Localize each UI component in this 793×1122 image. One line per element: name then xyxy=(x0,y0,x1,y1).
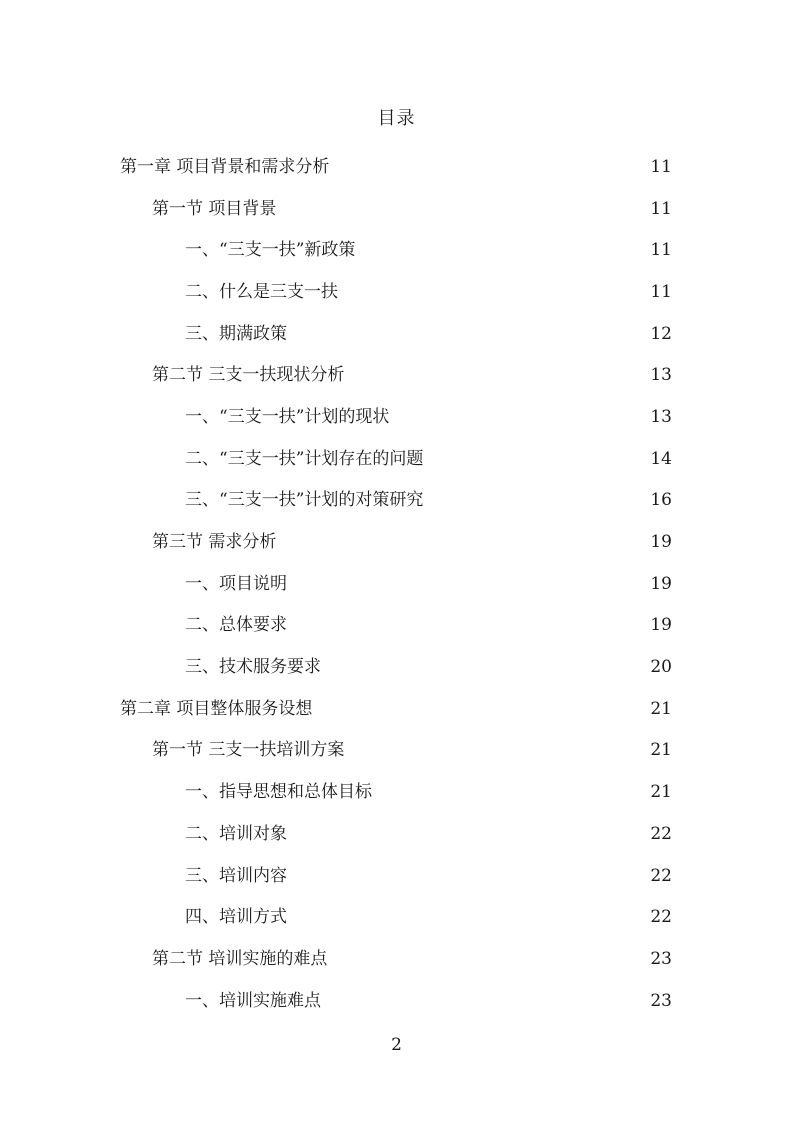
dot-leader xyxy=(293,905,644,929)
toc-entry-title: 一、指导思想和总体目标 xyxy=(185,782,372,803)
toc-entry-page: 19 xyxy=(650,532,672,553)
toc-entry-title: 第三节 需求分析 xyxy=(152,532,277,553)
toc-entry-item[interactable] xyxy=(0,813,793,855)
dot-leader xyxy=(378,780,644,804)
toc-entry-title: 一、“三支一扶”计划的现状 xyxy=(185,406,390,427)
toc-entry-item[interactable] xyxy=(0,438,793,480)
toc-entry-title: 三、技术服务要求 xyxy=(185,657,321,678)
toc-entry-page: 22 xyxy=(650,865,672,886)
toc-entry-page: 19 xyxy=(650,573,672,594)
dot-leader xyxy=(327,989,644,1013)
dot-leader xyxy=(293,822,644,846)
toc-entry-item[interactable] xyxy=(0,855,793,897)
dot-leader xyxy=(293,864,644,888)
toc-entry-page: 11 xyxy=(650,240,672,261)
toc-entry-item[interactable] xyxy=(0,563,793,605)
toc-entry-section[interactable] xyxy=(0,521,793,563)
toc-entry-item[interactable] xyxy=(0,605,793,647)
toc-entry-title: 第二节 三支一扶现状分析 xyxy=(152,365,345,386)
toc-entry-chapter-1[interactable] xyxy=(0,146,793,188)
dot-leader xyxy=(293,613,644,637)
toc-entry-page: 11 xyxy=(650,198,672,219)
toc-entry-title: 第一章 项目背景和需求分析 xyxy=(120,156,330,177)
dot-leader xyxy=(293,572,644,596)
toc-entry-title: 一、培训实施难点 xyxy=(185,990,321,1011)
toc-entry-page: 11 xyxy=(650,281,672,302)
dot-leader xyxy=(282,197,644,221)
dot-leader xyxy=(350,363,644,387)
toc-entry-title: 第二章 项目整体服务设想 xyxy=(120,698,313,719)
dot-leader xyxy=(327,655,644,679)
toc-entry-title: 二、什么是三支一扶 xyxy=(185,281,338,302)
dot-leader xyxy=(333,947,644,971)
toc-entry-section[interactable] xyxy=(0,938,793,980)
toc-entry-page: 23 xyxy=(650,990,672,1011)
toc-entry-title: 第二节 培训实施的难点 xyxy=(152,948,328,969)
toc-entry-page: 14 xyxy=(650,448,672,469)
toc-entry-section[interactable] xyxy=(0,354,793,396)
dot-leader xyxy=(361,238,644,262)
toc-entry-title: 三、“三支一扶”计划的对策研究 xyxy=(185,490,424,511)
toc-entry-item[interactable] xyxy=(0,980,793,1022)
dot-leader xyxy=(429,488,644,512)
page-title: 目录 xyxy=(377,108,416,129)
toc-entry-title: 二、总体要求 xyxy=(185,615,287,636)
toc-entry-item[interactable] xyxy=(0,480,793,522)
dot-leader xyxy=(350,738,644,762)
toc-entry-title: 三、期满政策 xyxy=(185,323,287,344)
dot-leader xyxy=(318,697,644,721)
toc-entry-item[interactable] xyxy=(0,229,793,271)
dot-leader xyxy=(429,447,644,471)
toc-entry-section[interactable] xyxy=(0,188,793,230)
toc-entry-page: 13 xyxy=(650,406,672,427)
dot-leader xyxy=(282,530,644,554)
dot-leader xyxy=(344,280,644,304)
toc-entry-page: 21 xyxy=(650,782,672,803)
toc-entry-item[interactable] xyxy=(0,313,793,355)
toc-entry-title: 第一节 项目背景 xyxy=(152,198,277,219)
toc-entry-item[interactable] xyxy=(0,771,793,813)
dot-leader xyxy=(335,155,644,179)
toc-entry-item[interactable] xyxy=(0,396,793,438)
toc-entry-page: 11 xyxy=(650,156,672,177)
dot-leader xyxy=(395,405,644,429)
toc-entry-page: 16 xyxy=(650,490,672,511)
toc-entry-page: 22 xyxy=(650,907,672,928)
toc-entry-page: 23 xyxy=(650,948,672,969)
toc-entry-title: 一、项目说明 xyxy=(185,573,287,594)
toc-entry-title: 一、“三支一扶”新政策 xyxy=(185,240,356,261)
table-of-contents xyxy=(0,146,793,1021)
toc-entry-chapter-2[interactable] xyxy=(0,688,793,730)
toc-entry-item[interactable] xyxy=(0,896,793,938)
toc-entry-title: 二、培训对象 xyxy=(185,823,287,844)
toc-entry-title: 第一节 三支一扶培训方案 xyxy=(152,740,345,761)
toc-entry-item[interactable] xyxy=(0,646,793,688)
toc-entry-page: 21 xyxy=(650,698,672,719)
toc-entry-page: 20 xyxy=(650,657,672,678)
toc-entry-title: 三、培训内容 xyxy=(185,865,287,886)
toc-entry-page: 22 xyxy=(650,823,672,844)
toc-entry-page: 21 xyxy=(650,740,672,761)
toc-entry-page: 13 xyxy=(650,365,672,386)
toc-entry-page: 12 xyxy=(650,323,672,344)
toc-entry-title: 四、培训方式 xyxy=(185,907,287,928)
toc-entry-item[interactable] xyxy=(0,271,793,313)
page-number: 2 xyxy=(391,1035,402,1055)
toc-entry-page: 19 xyxy=(650,615,672,636)
toc-entry-section[interactable] xyxy=(0,730,793,772)
dot-leader xyxy=(293,322,644,346)
toc-entry-title: 二、“三支一扶”计划存在的问题 xyxy=(185,448,424,469)
